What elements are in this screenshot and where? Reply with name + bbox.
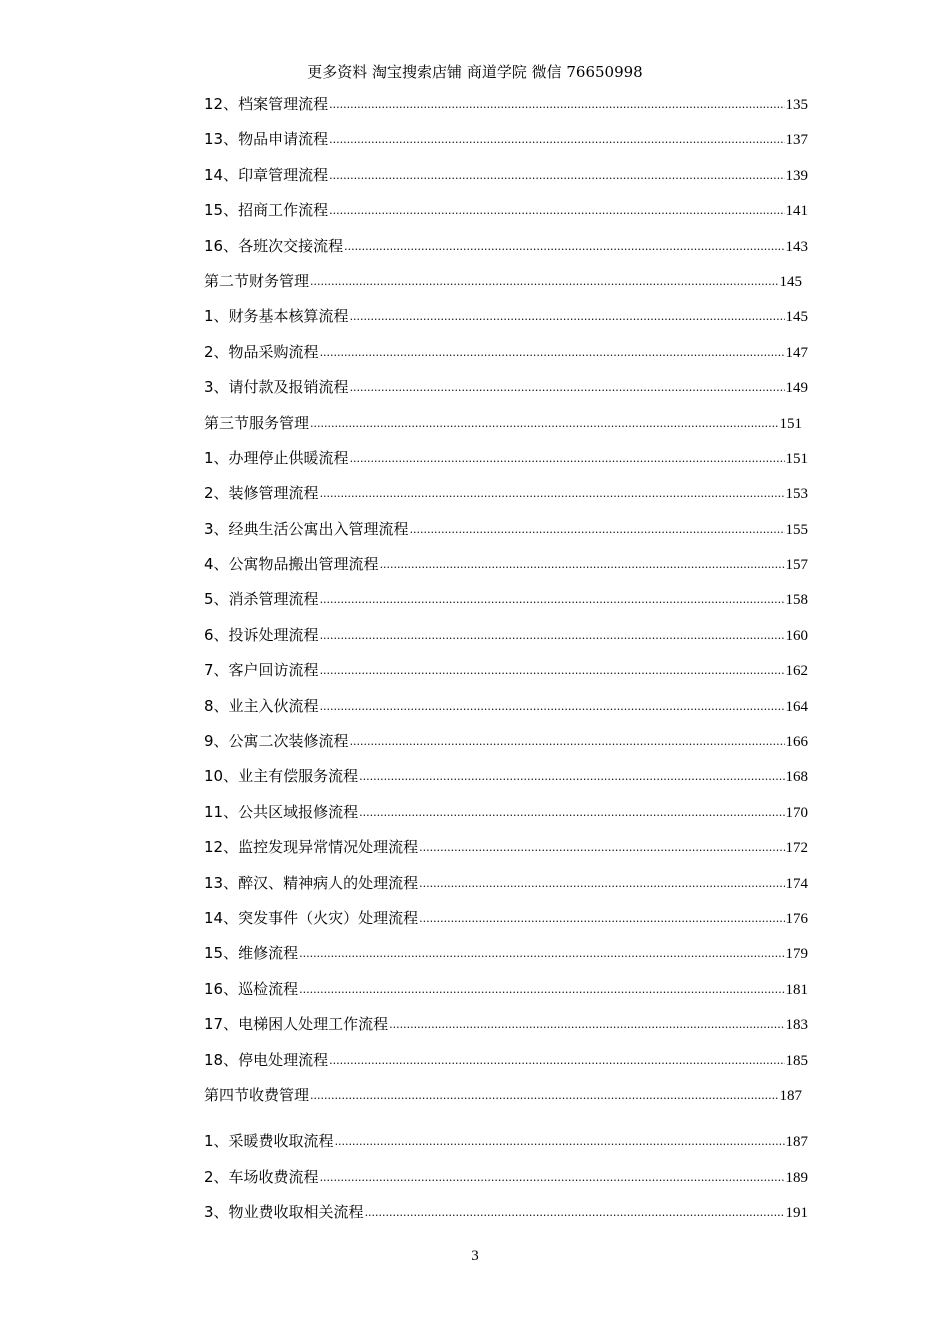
toc-page-number: 151: [779, 415, 802, 432]
toc-section-heading[interactable]: [204, 270, 802, 305]
toc-entry[interactable]: [204, 341, 808, 376]
toc-entry-title: 请付款及报销流程: [228, 378, 349, 397]
toc-entry-number: 12、: [204, 838, 239, 857]
toc-dot-leader: [329, 165, 784, 183]
toc-entry[interactable]: [204, 836, 808, 871]
toc-dot-leader: [310, 1085, 778, 1103]
toc-entry-title: 客户回访流程: [228, 661, 319, 680]
table-of-contents: [204, 93, 808, 1237]
toc-entry[interactable]: [204, 872, 808, 907]
toc-page-number: 166: [785, 734, 808, 751]
toc-entry-title: 经典生活公寓出入管理流程: [228, 519, 409, 538]
toc-entry[interactable]: [204, 164, 808, 199]
toc-entry-title: 第三节服务管理: [204, 413, 310, 432]
toc-entry[interactable]: [204, 482, 808, 517]
toc-dot-leader: [320, 589, 785, 607]
toc-page-number: 137: [785, 132, 808, 149]
toc-page-number: 149: [785, 380, 808, 397]
toc-page-number: 157: [785, 557, 808, 574]
toc-entry-title: 招商工作流程: [238, 201, 329, 220]
toc-entry-title: 巡检流程: [238, 979, 299, 998]
toc-entry-title: 公寓二次装修流程: [228, 732, 349, 751]
toc-entry-title: 档案管理流程: [238, 95, 329, 113]
toc-entry-number: 2、: [204, 342, 229, 361]
toc-page-number: 174: [785, 875, 808, 892]
toc-entry-title: 业主有偿服务流程: [238, 767, 359, 786]
toc-dot-leader: [359, 802, 784, 820]
toc-entry-title: 印章管理流程: [238, 165, 329, 184]
toc-page-number: 147: [785, 344, 808, 361]
toc-entry[interactable]: [204, 1201, 808, 1236]
toc-dot-leader: [320, 696, 785, 714]
toc-entry[interactable]: [204, 128, 808, 163]
toc-entry-number: 6、: [204, 625, 229, 644]
toc-entry[interactable]: [204, 305, 808, 340]
toc-dot-leader: [350, 731, 785, 749]
toc-page-number: 181: [785, 981, 808, 998]
toc-dot-leader: [320, 483, 785, 501]
toc-entry-title: 电梯困人处理工作流程: [238, 1015, 389, 1034]
toc-entry-number: 17、: [204, 1015, 239, 1034]
toc-page-number: 189: [785, 1169, 808, 1186]
toc-dot-leader: [350, 377, 785, 395]
toc-entry-number: 4、: [204, 555, 229, 574]
toc-dot-leader: [329, 200, 784, 218]
toc-entry[interactable]: [204, 801, 808, 836]
toc-entry-number: 2、: [204, 1167, 229, 1186]
toc-entry-number: 3、: [204, 1203, 229, 1222]
toc-entry-title: 醉汉、精神病人的处理流程: [238, 873, 419, 892]
toc-entry[interactable]: [204, 1130, 808, 1165]
toc-entry-number: 11、: [204, 802, 239, 821]
toc-page-number: 162: [785, 663, 808, 680]
toc-dot-leader: [299, 943, 784, 961]
toc-page-number: 187: [785, 1134, 808, 1151]
toc-entry-number: 9、: [204, 732, 229, 751]
toc-entry[interactable]: [204, 765, 808, 800]
toc-page-number: 168: [785, 769, 808, 786]
toc-dot-leader: [320, 625, 785, 643]
toc-page-number: 145: [785, 309, 808, 326]
toc-entry-number: 7、: [204, 661, 229, 680]
toc-entry[interactable]: [204, 199, 808, 234]
toc-entry-title: 物品申请流程: [238, 130, 329, 149]
toc-dot-leader: [310, 413, 778, 431]
toc-entry[interactable]: [204, 659, 808, 694]
toc-entry-number: 13、: [204, 130, 239, 149]
toc-entry-title: 物业费收取相关流程: [228, 1203, 364, 1222]
toc-entry-title: 维修流程: [238, 944, 299, 963]
toc-entry-number: 1、: [204, 448, 229, 467]
toc-entry-number: 1、: [204, 1132, 229, 1151]
toc-entry-title: 第二节财务管理: [204, 271, 310, 290]
toc-entry[interactable]: [204, 447, 808, 482]
toc-entry[interactable]: [204, 695, 808, 730]
toc-dot-leader: [419, 837, 784, 855]
toc-entry[interactable]: [204, 907, 808, 942]
toc-dot-leader: [329, 1050, 784, 1068]
page-footer: [0, 1248, 950, 1265]
toc-page-number: 139: [785, 167, 808, 184]
toc-dot-leader: [419, 908, 784, 926]
toc-dot-leader: [380, 554, 785, 572]
toc-page-number: 187: [779, 1087, 802, 1104]
toc-dot-leader: [389, 1014, 784, 1032]
toc-page-number: 170: [785, 804, 808, 821]
toc-entry-title: 业主入伙流程: [228, 696, 319, 715]
toc-dot-leader: [350, 448, 785, 466]
toc-entry-title: 投诉处理流程: [228, 625, 319, 644]
toc-entry[interactable]: [204, 942, 808, 977]
toc-entry-title: 车场收费流程: [228, 1167, 319, 1186]
toc-entry-number: 15、: [204, 944, 239, 963]
toc-dot-leader: [329, 129, 784, 147]
toc-entry-title: 财务基本核算流程: [228, 307, 349, 326]
toc-dot-leader: [320, 1167, 785, 1185]
toc-page-number: 179: [785, 946, 808, 963]
toc-entry[interactable]: [204, 235, 808, 270]
page-header: [0, 62, 950, 82]
toc-entry-number: 16、: [204, 979, 239, 998]
toc-page-number: 160: [785, 627, 808, 644]
toc-entry-number: 18、: [204, 1050, 239, 1069]
toc-entry-number: 14、: [204, 908, 239, 927]
toc-entry-title: 各班次交接流程: [238, 236, 344, 255]
toc-page-number: 172: [785, 840, 808, 857]
toc-entry[interactable]: [204, 93, 808, 128]
toc-entry-number: 16、: [204, 236, 239, 255]
toc-page-number: 164: [785, 698, 808, 715]
toc-entry-title: 第四节收费管理: [204, 1085, 310, 1104]
toc-entry[interactable]: [204, 588, 808, 623]
toc-dot-leader: [419, 873, 784, 891]
toc-dot-leader: [335, 1131, 785, 1149]
toc-dot-leader: [310, 271, 778, 289]
toc-entry-number: 14、: [204, 165, 239, 184]
toc-entry-number: 12、: [204, 95, 239, 113]
toc-page-number: 158: [785, 592, 808, 609]
toc-entry[interactable]: [204, 1013, 808, 1048]
toc-entry-title: 装修管理流程: [228, 484, 319, 503]
toc-entry[interactable]: [204, 518, 808, 553]
toc-dot-leader: [329, 94, 784, 112]
toc-entry-title: 公寓物品搬出管理流程: [228, 555, 379, 574]
toc-entry-title: 突发事件（火灾）处理流程: [238, 908, 419, 927]
toc-entry[interactable]: [204, 376, 808, 411]
toc-page-number: 153: [785, 486, 808, 503]
toc-page-number: 145: [779, 273, 802, 290]
toc-dot-leader: [365, 1202, 785, 1220]
toc-page-number: 155: [785, 521, 808, 538]
toc-page-number: 143: [785, 238, 808, 255]
toc-entry-title: 办理停止供暖流程: [228, 448, 349, 467]
toc-section-heading[interactable]: [204, 412, 802, 447]
toc-dot-leader: [410, 519, 785, 537]
toc-page-number: 191: [785, 1205, 808, 1222]
toc-entry-number: 2、: [204, 484, 229, 503]
toc-page-number: 183: [785, 1017, 808, 1034]
toc-page-number: 135: [785, 97, 808, 113]
toc-dot-leader: [350, 306, 785, 324]
toc-entry[interactable]: [204, 624, 808, 659]
toc-entry-number: 8、: [204, 696, 229, 715]
toc-entry-number: 3、: [204, 378, 229, 397]
toc-entry-number: 15、: [204, 201, 239, 220]
page-number: 3: [471, 1248, 479, 1264]
toc-entry-title: 公共区域报修流程: [238, 802, 359, 821]
toc-entry[interactable]: [204, 553, 808, 588]
toc-entry-number: 3、: [204, 519, 229, 538]
toc-page-number: 176: [785, 910, 808, 927]
toc-section-heading[interactable]: [204, 1084, 802, 1119]
toc-entry[interactable]: [204, 1166, 808, 1201]
toc-entry-title: 物品采购流程: [228, 342, 319, 361]
header-text: 更多资料 淘宝搜索店铺 商道学院 微信 76650998: [307, 63, 643, 81]
toc-entry-title: 停电处理流程: [238, 1050, 329, 1069]
toc-dot-leader: [299, 979, 784, 997]
toc-dot-leader: [359, 766, 784, 784]
toc-entry[interactable]: [204, 1049, 808, 1084]
toc-entry-number: 13、: [204, 873, 239, 892]
toc-dot-leader: [320, 342, 785, 360]
toc-entry-title: 消杀管理流程: [228, 590, 319, 609]
toc-page-number: 141: [785, 203, 808, 220]
toc-entry-number: 1、: [204, 307, 229, 326]
toc-dot-leader: [344, 236, 784, 254]
toc-entry-number: 10、: [204, 767, 239, 786]
toc-entry-title: 监控发现异常情况处理流程: [238, 838, 419, 857]
toc-entry[interactable]: [204, 978, 808, 1013]
toc-page-number: 185: [785, 1052, 808, 1069]
toc-entry[interactable]: [204, 730, 808, 765]
toc-dot-leader: [320, 660, 785, 678]
toc-entry-title: 采暖费收取流程: [228, 1132, 334, 1151]
toc-entry-number: 5、: [204, 590, 229, 609]
toc-page-number: 151: [785, 450, 808, 467]
